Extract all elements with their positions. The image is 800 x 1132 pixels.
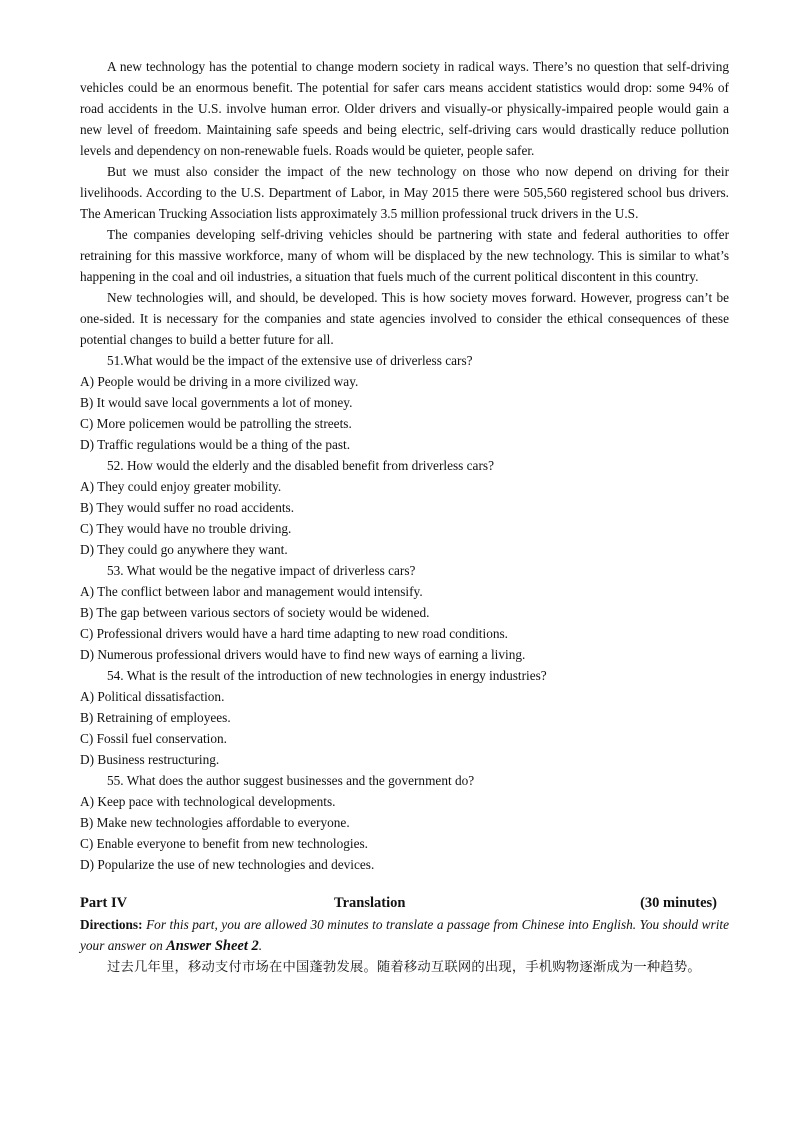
part-time: (30 minutes) — [640, 895, 717, 911]
option-d: D) Business restructuring. — [80, 752, 220, 767]
question-55 — [80, 770, 729, 875]
passage-paragraph-3: The companies developing self-driving vehicles should be partnering with state and federal authorities to offer retraining for this massive workforce, many of whom will be displaced by the new technology. This is similar to what’s happening in the coal and oil industries, a situation that fuels much of the current political discontent in this country. — [80, 227, 729, 284]
question-51 — [80, 350, 729, 455]
option-c: C) Enable everyone to benefit from new technologies. — [80, 836, 368, 851]
option-b: B) Retraining of employees. — [80, 710, 231, 725]
option-d: D) Traffic regulations would be a thing of the past. — [80, 437, 351, 452]
option-a: A) The conflict between labor and management would intensify. — [80, 584, 423, 599]
option-d: D) They could go anywhere they want. — [80, 542, 288, 557]
option-a: A) Political dissatisfaction. — [80, 689, 225, 704]
option-b: B) Make new technologies affordable to everyone. — [80, 815, 350, 830]
question-54 — [80, 665, 729, 770]
question-stem: 54. What is the result of the introduction of new technologies in energy industries? — [107, 668, 547, 683]
option-c: C) Professional drivers would have a hard time adapting to new road conditions. — [80, 626, 508, 641]
option-b: B) They would suffer no road accidents. — [80, 500, 295, 515]
option-a: A) They could enjoy greater mobility. — [80, 479, 282, 494]
question-stem: 53. What would be the negative impact of driverless cars? — [107, 563, 416, 578]
option-a: A) People would be driving in a more civilized way. — [80, 374, 359, 389]
exam-page — [80, 56, 729, 978]
directions — [80, 914, 729, 957]
answer-sheet-label: Answer Sheet 2 — [166, 938, 259, 954]
directions-label: Directions: — [80, 917, 143, 932]
option-c: C) More policemen would be patrolling the streets. — [80, 416, 352, 431]
part-label: Part IV — [80, 895, 128, 911]
part-title: Translation — [334, 895, 406, 911]
question-stem: 51.What would be the impact of the extensive use of driverless cars? — [107, 353, 473, 368]
directions-end: . — [258, 938, 263, 953]
option-a: A) Keep pace with technological developments. — [80, 794, 336, 809]
question-stem: 52. How would the elderly and the disabled benefit from driverless cars? — [107, 458, 494, 473]
option-c: C) Fossil fuel conservation. — [80, 731, 227, 746]
part-header — [80, 892, 717, 914]
passage-paragraph-2: But we must also consider the impact of the new technology on those who now depend on driving for their livelihoods. According to the U.S. Department of Labor, in May 2015 there were 505,560 registered school bus drivers. The American Trucking Association lists approximately 3.5 million professional truck drivers in the U.S. — [80, 164, 729, 221]
option-c: C) They would have no trouble driving. — [80, 521, 292, 536]
option-b: B) The gap between various sectors of society would be widened. — [80, 605, 430, 620]
directions-text: For this part, you are allowed 30 minutes to translate a passage from Chinese into English. You should write your answer on — [80, 917, 729, 953]
passage-paragraph-4: New technologies will, and should, be developed. This is how society moves forward. However, progress can’t be one-sided. It is necessary for the companies and state agencies involved to consider the ethical consequences of these potential changes to build a better future for all. — [80, 290, 729, 347]
option-d: D) Numerous professional drivers would have to find new ways of earning a living. — [80, 647, 526, 662]
question-52 — [80, 455, 729, 560]
option-d: D) Popularize the use of new technologies and devices. — [80, 857, 375, 872]
question-stem: 55. What does the author suggest businesses and the government do? — [107, 773, 475, 788]
option-b: B) It would save local governments a lot of money. — [80, 395, 353, 410]
question-53 — [80, 560, 729, 665]
passage-paragraph-1: A new technology has the potential to change modern society in radical ways. There’s no question that self-driving vehicles could be an enormous benefit. The potential for safer cars means accident statistics would drop: some 94% of road accidents in the U.S. involve human error. Older drivers and visually-or physically-impaired people would gain a new level of freedom. Maintaining safe speeds and being electric, self-driving cars would drastically reduce pollution levels and dependency on non-renewable fuels. Roads would be quieter, people safer. — [80, 59, 729, 158]
chinese-passage: 过去几年里，移动支付市场在中国蓬勃发展。随着移动互联网的出现，手机购物逐渐成为一种趋势。 — [107, 960, 701, 975]
